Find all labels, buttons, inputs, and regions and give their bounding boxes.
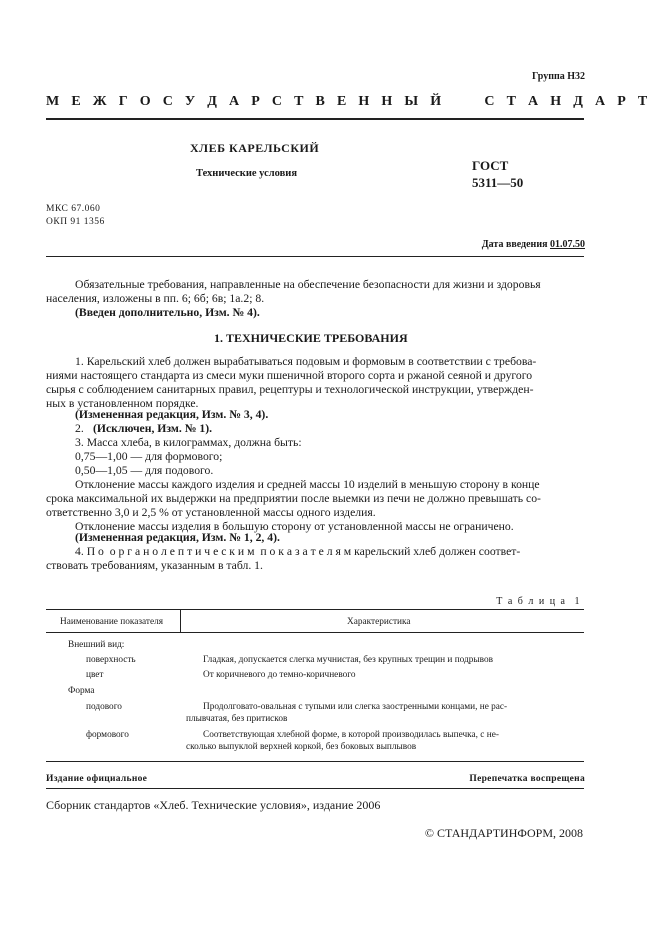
- para1-line-4: ных в установленном порядке.: [46, 397, 199, 410]
- table-header-characteristic: Характеристика: [347, 617, 411, 627]
- table-header-divider: [180, 610, 181, 632]
- intro-line-2: населения, изложены в пп. 6; 6б; 6в; 1а.2; 8.: [46, 292, 265, 305]
- reprint-prohibited: Перепечатка воспрещена: [469, 774, 585, 784]
- date-rule: [46, 256, 584, 257]
- gost-number: 5311—50: [472, 175, 524, 190]
- row-color-name: цвет: [86, 670, 104, 680]
- deviation-upper: Отклонение массы изделия в большую сторону от установленной массы не ограничено.: [75, 520, 514, 533]
- row-hearth-value-1: Продолговато-овальная с тупыми или слегка заостренными концами, не рас-: [203, 702, 508, 712]
- official-edition: Издание официальное: [46, 774, 148, 784]
- table-header-name: Наименование показателя: [60, 617, 164, 627]
- standard-banner: М Е Ж Г О С У Д А Р С Т В Е Н Н Ы Й С Т А Н Д А Р Т: [46, 94, 652, 109]
- effective-date: [482, 239, 585, 250]
- item3-hearth-range: 0,50—1,05 — для подового.: [75, 464, 214, 477]
- gost-label: ГОСТ: [472, 158, 509, 173]
- amendment-note-1: (Измененная редакция, Изм. № 3, 4).: [75, 408, 269, 421]
- footer-rule: [46, 788, 584, 789]
- row-hearth-value-2: плывчатая, без притисков: [186, 714, 288, 724]
- deviation-line-1: Отклонение массы каждого изделия и средней массы 10 изделий в меньшую сторону в конце: [75, 478, 540, 491]
- table-caption: Т а б л и ц а 1: [496, 596, 581, 607]
- collection-note: Сборник стандартов «Хлеб. Технические условия», издание 2006: [46, 798, 381, 812]
- top-rule: [46, 118, 584, 120]
- item4-line-2: ствовать требованиям, указанным в табл. 1.: [46, 559, 263, 572]
- row-shape-name: Форма: [68, 686, 95, 696]
- para1-line-3: сырья с соблюдением санитарных правил, рецептуры и технологической инструкции, утвержден-: [46, 383, 534, 396]
- item4-line-1: [75, 545, 520, 559]
- item2-note: (Исключен, Изм. № 1).: [93, 422, 213, 435]
- deviation-line-2: срока максимальной их выдержки на предприятии после выемки из печи не должно превышать со-: [46, 492, 541, 505]
- row-form-value-1: Соответствующая хлебной форме, в которой производилась выпечка, с не-: [203, 730, 499, 740]
- mks-code: МКС 67.060: [46, 204, 101, 214]
- item4-spaced: 4. П о о р г а н о л е п т и ч е с к и м п о к а з а т е л я м: [75, 545, 352, 558]
- row-hearth-name: подового: [86, 702, 122, 712]
- row-color-value: От коричневого до темно-коричневого: [203, 670, 356, 680]
- table-bottom-rule: [46, 761, 584, 762]
- row-form-value-2: сколько выпуклой верхней коркой, без боковых выплывов: [186, 742, 417, 752]
- para1-line-2: ниями настоящего стандарта из смеси муки пшеничной второго сорта и ржаной сеяной и другого: [46, 369, 533, 382]
- section-heading: 1. ТЕХНИЧЕСКИЕ ТРЕБОВАНИЯ: [214, 331, 408, 345]
- table-top-rule: [46, 609, 584, 610]
- document-title: ХЛЕБ КАРЕЛЬСКИЙ: [190, 141, 320, 155]
- item3-form-range: 0,75—1,00 — для формового;: [75, 450, 223, 463]
- okp-code: ОКП 91 1356: [46, 217, 105, 227]
- group-code: Группа Н32: [532, 71, 585, 82]
- effective-date-label: Дата введения: [481, 239, 548, 250]
- row-surface-value: Гладкая, допускается слегка мучнистая, без крупных трещин и подрывов: [203, 655, 494, 665]
- para1-line-1: 1. Карельский хлеб должен вырабатываться подовым и формовым в соответствии с требова-: [75, 355, 537, 368]
- intro-note: (Введен дополнительно, Изм. № 4).: [75, 306, 260, 319]
- effective-date-value: 01.07.50: [550, 239, 585, 250]
- deviation-line-3: ответственно 3,0 и 2,5 % от установленной массы одного изделия.: [46, 506, 376, 519]
- document-subtitle: Технические условия: [196, 168, 298, 179]
- row-appearance-name: Внешний вид:: [68, 640, 125, 650]
- item4-rest: карельский хлеб должен соответ-: [354, 545, 521, 558]
- item3-text: 3. Масса хлеба, в килограммах, должна быть:: [75, 436, 302, 449]
- table-header-rule: [46, 632, 584, 633]
- amendment-note-2: (Измененная редакция, Изм. № 1, 2, 4).: [75, 531, 280, 544]
- intro-line-1: Обязательные требования, направленные на обеспечение безопасности для жизни и здоровья: [75, 278, 541, 291]
- item2-number: 2.: [75, 422, 84, 435]
- row-form-name: формового: [86, 730, 129, 740]
- row-surface-name: поверхность: [86, 655, 136, 665]
- copyright: © СТАНДАРТИНФОРМ, 2008: [424, 826, 583, 840]
